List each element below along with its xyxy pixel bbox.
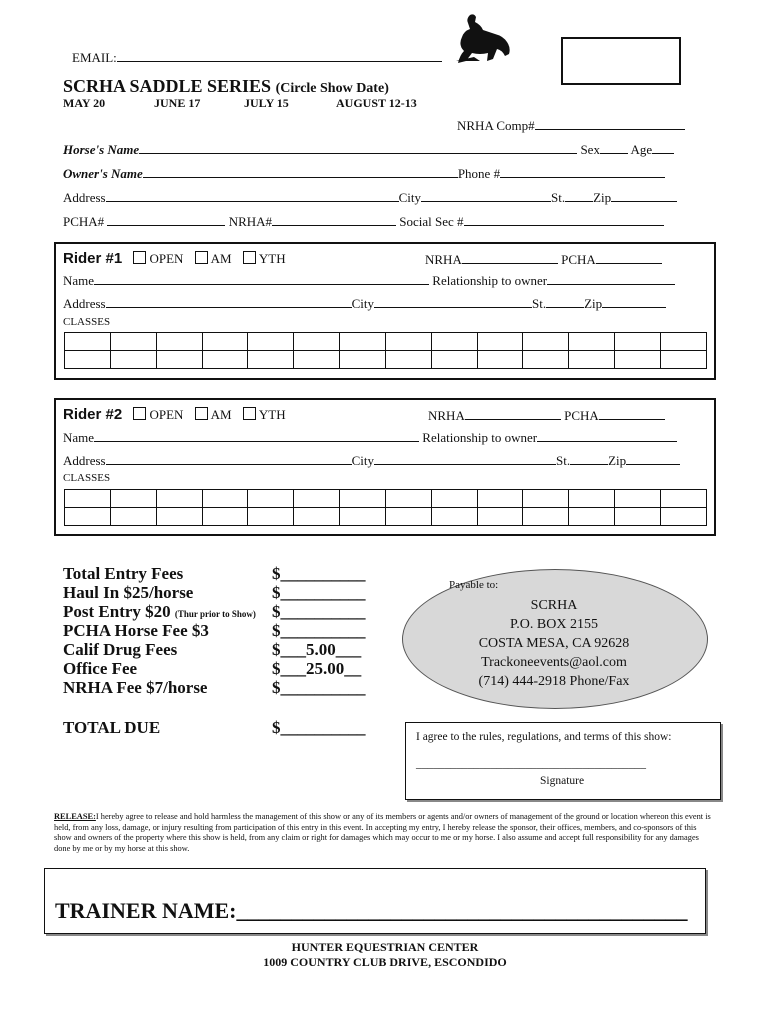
st-field[interactable] — [565, 190, 593, 202]
office-use-box — [561, 37, 681, 85]
email-label-row — [72, 50, 442, 66]
rider2-name-row — [63, 430, 677, 446]
table-row — [65, 508, 707, 526]
class-cell[interactable] — [385, 351, 431, 369]
class-cell[interactable] — [615, 333, 661, 351]
release-text: I hereby agree to release and hold harmless the management of this show or any of its members or agents and/or owners of management of the ground or location whereon this event is held, from any loss, damage, or injury resulting from participation of this entry in this event. In accepting my entry, I hereby release the sponsor, their offices, members, and co-sponsors of this show and owners of the property where this show is held, from any claim or right for damages which may occur to me or my horse. I also assume and accept full responsibility for any damages done by me or by my horse at this show. — [54, 812, 711, 853]
table-row — [65, 490, 707, 508]
title-note: (Circle Show Date) — [275, 81, 389, 96]
class-cell[interactable] — [615, 490, 661, 508]
agreement-text: I agree to the rules, regulations, and terms of this show: — [416, 731, 672, 743]
show-date-may[interactable]: MAY 20 — [63, 96, 106, 110]
rider1-pcha-label: PCHA — [561, 252, 596, 267]
rider1-relationship-label: Relationship to owner — [432, 273, 548, 288]
show-date-june[interactable]: JUNE 17 — [154, 96, 201, 110]
class-cell[interactable] — [385, 490, 431, 508]
payable-label: Payable to: — [449, 579, 499, 591]
class-cell[interactable] — [248, 351, 294, 369]
owner-name-label: Owner's Name — [63, 166, 143, 181]
class-cell[interactable] — [156, 333, 202, 351]
payable-city: COSTA MESA, CA 92628 — [478, 636, 630, 651]
payable-address — [402, 596, 706, 691]
release-label: RELEASE: — [54, 812, 96, 821]
class-cell[interactable] — [477, 333, 523, 351]
class-cell[interactable] — [431, 351, 477, 369]
class-cell[interactable] — [431, 490, 477, 508]
rider1-title-row — [63, 250, 286, 267]
fee-amount-pcha-horse[interactable]: $__________ — [272, 621, 366, 640]
rider1-zip-label: Zip — [584, 296, 603, 311]
class-cell[interactable] — [660, 490, 706, 508]
rider2-city-field[interactable] — [374, 453, 556, 465]
rider2-relationship-label: Relationship to owner — [422, 430, 538, 445]
class-cell[interactable] — [294, 490, 340, 508]
table-row — [65, 333, 707, 351]
ssn-label: Social Sec # — [399, 214, 464, 229]
rider2-nrha-label: NRHA — [428, 408, 465, 423]
class-cell[interactable] — [660, 333, 706, 351]
class-cell[interactable] — [65, 490, 111, 508]
rider1-pcha-field[interactable] — [596, 252, 662, 264]
post-entry-note: (Thur prior to Show) — [174, 609, 256, 619]
rider1-zip-field[interactable] — [602, 296, 666, 308]
table-row — [65, 351, 707, 369]
class-cell[interactable] — [65, 351, 111, 369]
pcha-label: PCHA# — [63, 214, 105, 229]
address-label: Address — [63, 190, 106, 205]
owner-ids-row — [63, 214, 664, 230]
rider1-yth-label: YTH — [258, 251, 286, 266]
class-cell[interactable] — [110, 490, 156, 508]
total-due-label: TOTAL DUE — [63, 718, 161, 737]
class-cell[interactable] — [660, 351, 706, 369]
rider2-pcha-label: PCHA — [564, 408, 599, 423]
class-cell[interactable] — [569, 490, 615, 508]
fee-amount-haul-in[interactable]: $__________ — [272, 583, 366, 602]
class-cell[interactable] — [477, 351, 523, 369]
class-cell[interactable] — [110, 333, 156, 351]
nrha-comp-field[interactable] — [535, 118, 685, 130]
fee-label-office: Office Fee — [63, 659, 138, 678]
class-cell[interactable] — [385, 508, 431, 526]
rider2-classes-label: CLASSES — [63, 472, 111, 484]
show-date-july[interactable]: JULY 15 — [244, 96, 289, 110]
class-cell[interactable] — [202, 508, 248, 526]
fee-amount-total-entry[interactable]: $__________ — [272, 564, 366, 583]
rider2-nrha-field[interactable] — [465, 408, 561, 420]
rider2-name-field[interactable] — [94, 430, 419, 442]
fee-label-haul-in: Haul In $25/horse — [63, 583, 194, 602]
owner-address-row — [63, 190, 677, 206]
age-field[interactable] — [652, 142, 674, 154]
rider2-address-row — [63, 453, 680, 469]
trainer-name-field[interactable]: TRAINER NAME:_________________________________________ — [55, 898, 688, 923]
total-due-label-wrap — [63, 718, 160, 737]
phone-label: Phone # — [457, 166, 501, 181]
class-cell[interactable] — [340, 351, 386, 369]
fee-label-nrha: NRHA Fee $7/horse — [63, 678, 208, 697]
total-due-amount[interactable]: $__________ — [272, 718, 366, 737]
rider2-relationship-field[interactable] — [537, 430, 677, 442]
footer-address: 1009 COUNTRY CLUB DRIVE, ESCONDIDO — [263, 955, 507, 969]
class-cell[interactable] — [523, 351, 569, 369]
class-cell[interactable] — [340, 490, 386, 508]
rider2-pcha-field[interactable] — [599, 408, 665, 420]
class-cell[interactable] — [248, 333, 294, 351]
rider1-address-row — [63, 296, 666, 312]
class-cell[interactable] — [110, 508, 156, 526]
rider2-yth-checkbox[interactable] — [243, 407, 256, 420]
rider1-open-checkbox[interactable] — [133, 251, 146, 264]
rider1-st-field[interactable] — [546, 296, 584, 308]
rider2-title-row — [63, 406, 286, 423]
class-cell[interactable] — [431, 333, 477, 351]
rider2-zip-field[interactable] — [626, 453, 680, 465]
fee-amount-post-entry[interactable]: $__________ — [272, 602, 366, 621]
fee-amount-nrha[interactable]: $__________ — [272, 678, 366, 697]
footer-venue: HUNTER EQUESTRIAN CENTER — [291, 940, 479, 954]
city-field[interactable] — [421, 190, 551, 202]
payable-phone: (714) 444-2918 Phone/Fax — [478, 674, 630, 689]
rider1-city-field[interactable] — [374, 296, 532, 308]
horse-name-label: Horse's Name — [63, 142, 140, 157]
nrha-field[interactable] — [272, 214, 396, 226]
class-cell[interactable] — [110, 351, 156, 369]
nrha-label: NRHA# — [228, 214, 273, 229]
class-cell[interactable] — [523, 490, 569, 508]
fee-label-total-entry: Total Entry Fees — [63, 564, 184, 583]
payable-po-box: P.O. BOX 2155 — [510, 617, 598, 632]
class-cell[interactable] — [569, 508, 615, 526]
class-cell[interactable] — [477, 490, 523, 508]
payable-email: Trackoneevents@aol.com — [481, 655, 627, 670]
horse-name-field[interactable] — [139, 142, 577, 154]
age-label: Age — [630, 142, 653, 157]
rider2-open-label: OPEN — [149, 407, 184, 422]
email-label: EMAIL: — [72, 50, 117, 65]
rider1-address-label: Address — [63, 296, 106, 311]
page-title-row — [63, 76, 389, 97]
class-cell[interactable] — [156, 490, 202, 508]
class-cell[interactable] — [477, 508, 523, 526]
rider2-city-label: City — [351, 453, 375, 468]
rider2-yth-label: YTH — [258, 407, 286, 422]
pcha-field[interactable] — [107, 214, 225, 226]
class-cell[interactable] — [156, 508, 202, 526]
fee-label-drug: Calif Drug Fees — [63, 640, 178, 659]
sex-field[interactable] — [600, 142, 628, 154]
ssn-field[interactable] — [464, 214, 664, 226]
footer — [0, 940, 770, 970]
rider2-ids-row — [428, 408, 665, 424]
rider2-zip-label: Zip — [608, 453, 627, 468]
email-field[interactable] — [117, 50, 442, 62]
rider2-address-label: Address — [63, 453, 106, 468]
rider1-nrha-label: NRHA — [425, 252, 462, 267]
class-cell[interactable] — [385, 333, 431, 351]
rider1-relationship-field[interactable] — [547, 273, 675, 285]
rider2-name-label: Name — [63, 430, 95, 445]
signature-field[interactable]: ________________________________________ — [416, 758, 646, 770]
class-cell[interactable] — [65, 508, 111, 526]
class-cell[interactable] — [523, 333, 569, 351]
page-title: SCRHA SADDLE SERIES — [63, 76, 272, 96]
class-cell[interactable] — [615, 351, 661, 369]
rider1-nrha-field[interactable] — [462, 252, 558, 264]
fee-label-post-entry: Post Entry $20 (Thur prior to Show) — [63, 602, 256, 621]
horse-rider-logo — [450, 13, 516, 65]
rider2-am-label: AM — [210, 407, 232, 422]
city-label: City — [398, 190, 422, 205]
rider1-am-label: AM — [210, 251, 232, 266]
rider1-name-field[interactable] — [94, 273, 429, 285]
rider2-st-label: St. — [556, 453, 571, 468]
rider1-name-row — [63, 273, 675, 289]
rider1-city-label: City — [351, 296, 375, 311]
class-cell[interactable] — [294, 508, 340, 526]
show-date-august[interactable]: AUGUST 12-13 — [336, 96, 417, 110]
fee-amount-office[interactable]: $___25.00__ — [272, 659, 362, 678]
fee-amount-drug[interactable]: $___5.00___ — [272, 640, 362, 659]
payable-org: SCRHA — [530, 598, 578, 613]
class-cell[interactable] — [431, 508, 477, 526]
nrha-comp-row — [457, 118, 685, 134]
class-cell[interactable] — [340, 508, 386, 526]
class-cell[interactable] — [294, 333, 340, 351]
address-field[interactable] — [106, 190, 399, 202]
phone-field[interactable] — [500, 166, 665, 178]
class-cell[interactable] — [202, 490, 248, 508]
zip-label: Zip — [593, 190, 612, 205]
fee-labels — [63, 564, 256, 697]
rider1-name-label: Name — [63, 273, 95, 288]
rider1-st-label: St. — [532, 296, 547, 311]
rider1-ids-row — [425, 252, 662, 268]
class-cell[interactable] — [294, 351, 340, 369]
signature-label: Signature — [540, 775, 585, 787]
fee-label-pcha-horse: PCHA Horse Fee $3 — [63, 621, 209, 640]
rider2-open-checkbox[interactable] — [133, 407, 146, 420]
total-due-amount-wrap — [272, 718, 366, 737]
release-text-block — [54, 812, 714, 854]
owner-name-row — [63, 166, 665, 182]
rider2-st-field[interactable] — [570, 453, 608, 465]
class-cell[interactable] — [202, 333, 248, 351]
class-cell[interactable] — [340, 333, 386, 351]
class-cell[interactable] — [202, 351, 248, 369]
class-cell[interactable] — [569, 333, 615, 351]
class-cell[interactable] — [523, 508, 569, 526]
rider2-classes-table — [64, 489, 707, 526]
nrha-comp-label: NRHA Comp# — [457, 118, 535, 133]
class-cell[interactable] — [615, 508, 661, 526]
rider1-address-field[interactable] — [106, 296, 352, 308]
rider1-open-label: OPEN — [149, 251, 184, 266]
class-cell[interactable] — [660, 508, 706, 526]
rider1-yth-checkbox[interactable] — [243, 251, 256, 264]
rider1-am-checkbox[interactable] — [195, 251, 208, 264]
rider1-classes-table — [64, 332, 707, 369]
horse-name-row — [63, 142, 674, 158]
owner-name-field[interactable] — [143, 166, 458, 178]
rider1-title: Rider #1 — [63, 250, 123, 267]
class-cell[interactable] — [569, 351, 615, 369]
fee-amounts — [272, 564, 366, 697]
st-label: St. — [551, 190, 566, 205]
class-cell[interactable] — [248, 490, 294, 508]
rider2-title: Rider #2 — [63, 406, 123, 423]
rider1-classes-label: CLASSES — [63, 316, 111, 328]
zip-field[interactable] — [611, 190, 677, 202]
class-cell[interactable] — [248, 508, 294, 526]
sex-label: Sex — [580, 142, 600, 157]
rider2-am-checkbox[interactable] — [195, 407, 208, 420]
class-cell[interactable] — [156, 351, 202, 369]
rider2-address-field[interactable] — [106, 453, 352, 465]
class-cell[interactable] — [65, 333, 111, 351]
